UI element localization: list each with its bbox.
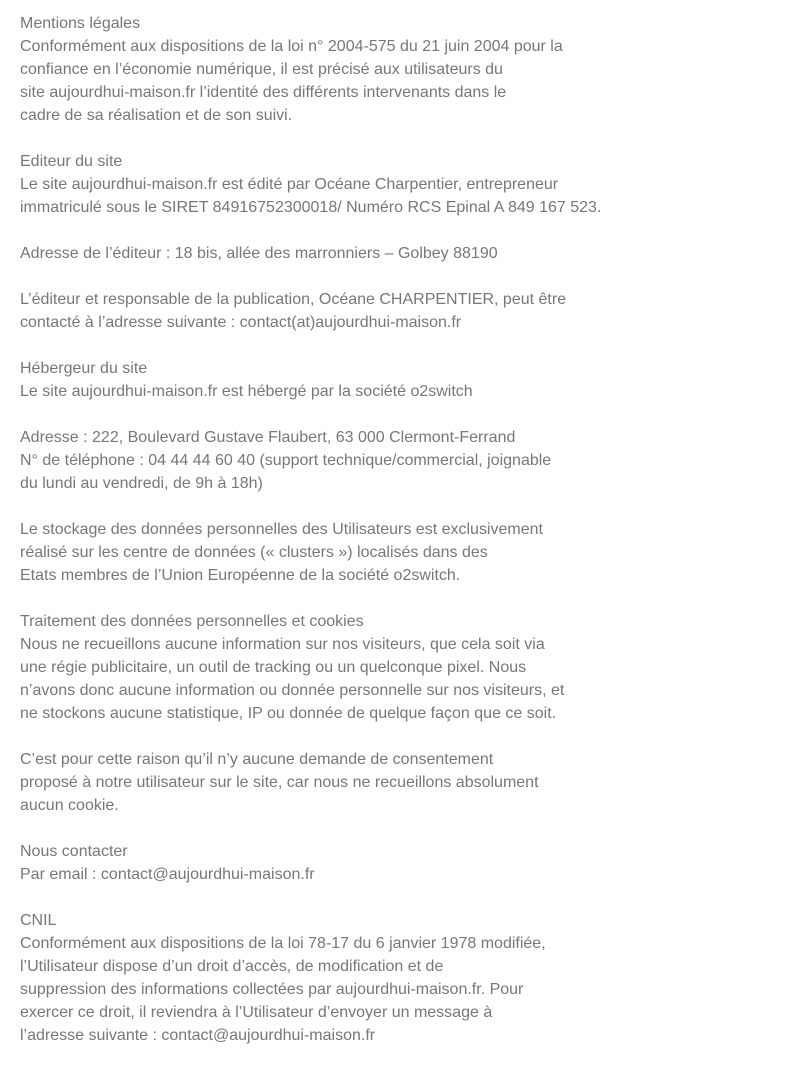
section-line-first: Mentions légales — [20, 15, 141, 32]
section-line: Par email : contact@aujourdhui-maison.fr — [20, 866, 315, 883]
section-stockage-donnees — [20, 518, 800, 587]
section-line: cadre de sa réalisation et de son suivi. — [20, 107, 293, 124]
section-consentement — [20, 748, 800, 817]
section-line: contacté à l’adresse suivante : contact(at)aujourdhui-maison.fr — [20, 314, 462, 331]
section-line: n’avons donc aucune information ou donnée personnelle sur nos visiteurs, et — [20, 682, 565, 699]
section-line: proposé à notre utilisateur sur le site, car nous ne recueillons absolument — [20, 774, 539, 791]
section-line: site aujourdhui-maison.fr l’identité des différents intervenants dans le — [20, 84, 507, 101]
section-mentions-legales — [20, 12, 800, 127]
section-line: réalisé sur les centre de données (« clusters ») localisés dans des — [20, 544, 488, 561]
section-line: Le site aujourdhui-maison.fr est édité par Océane Charpentier, entrepreneur — [20, 176, 559, 193]
section-adresse-editeur — [20, 242, 800, 265]
section-line-first: Le stockage des données personnelles des Utilisateurs est exclusivement — [20, 521, 543, 538]
section-line: une régie publicitaire, un outil de tracking ou un quelconque pixel. Nous — [20, 659, 527, 676]
section-line: Nous ne recueillons aucune information sur nos visiteurs, que cela soit via — [20, 636, 545, 653]
section-traitement-donnees — [20, 610, 800, 725]
section-line-first: Traitement des données personnelles et cookies — [20, 613, 364, 630]
section-line: du lundi au vendredi, de 9h à 18h) — [20, 475, 263, 492]
section-cnil — [20, 909, 800, 1047]
section-responsable-publication — [20, 288, 800, 334]
section-line: Conformément aux dispositions de la loi 78-17 du 6 janvier 1978 modifiée, — [20, 935, 546, 952]
section-line: l’adresse suivante : contact@aujourdhui-maison.fr — [20, 1027, 376, 1044]
section-adresse-hebergeur — [20, 426, 800, 495]
section-line: exercer ce droit, il reviendra à l’Utilisateur d’envoyer un message à — [20, 1004, 493, 1021]
section-line: ne stockons aucune statistique, IP ou donnée de quelque façon que ce soit. — [20, 705, 557, 722]
section-line: immatriculé sous le SIRET 84916752300018/ Numéro RCS Epinal A 849 167 523. — [20, 199, 602, 216]
section-line-first: C’est pour cette raison qu’il n’y aucune demande de consentement — [20, 751, 494, 768]
section-line: confiance en l’économie numérique, il est précisé aux utilisateurs du — [20, 61, 503, 78]
section-editeur — [20, 150, 800, 219]
section-line-first: Adresse : 222, Boulevard Gustave Flaubert, 63 000 Clermont-Ferrand — [20, 429, 516, 446]
section-line-first: Editeur du site — [20, 153, 123, 170]
section-line: Le site aujourdhui-maison.fr est hébergé par la société o2switch — [20, 383, 473, 400]
section-line: suppression des informations collectées par aujourdhui-maison.fr. Pour — [20, 981, 524, 998]
section-hebergeur — [20, 357, 800, 403]
section-line: Conformément aux dispositions de la loi n° 2004-575 du 21 juin 2004 pour la — [20, 38, 563, 55]
section-line: Etats membres de l’Union Européenne de la société o2switch. — [20, 567, 461, 584]
section-contact — [20, 840, 800, 886]
section-line: aucun cookie. — [20, 797, 119, 814]
section-line: l’Utilisateur dispose d’un droit d’accès, de modification et de — [20, 958, 444, 975]
section-line-first: Hébergeur du site — [20, 360, 148, 377]
section-line-first: CNIL — [20, 912, 57, 929]
section-line-first: Adresse de l’éditeur : 18 bis, allée des marronniers – Golbey 88190 — [20, 245, 498, 262]
section-line-first: Nous contacter — [20, 843, 128, 860]
section-line-first: L’éditeur et responsable de la publication, Océane CHARPENTIER, peut être — [20, 291, 567, 308]
section-line: N° de téléphone : 04 44 44 60 40 (support technique/commercial, joignable — [20, 452, 552, 469]
